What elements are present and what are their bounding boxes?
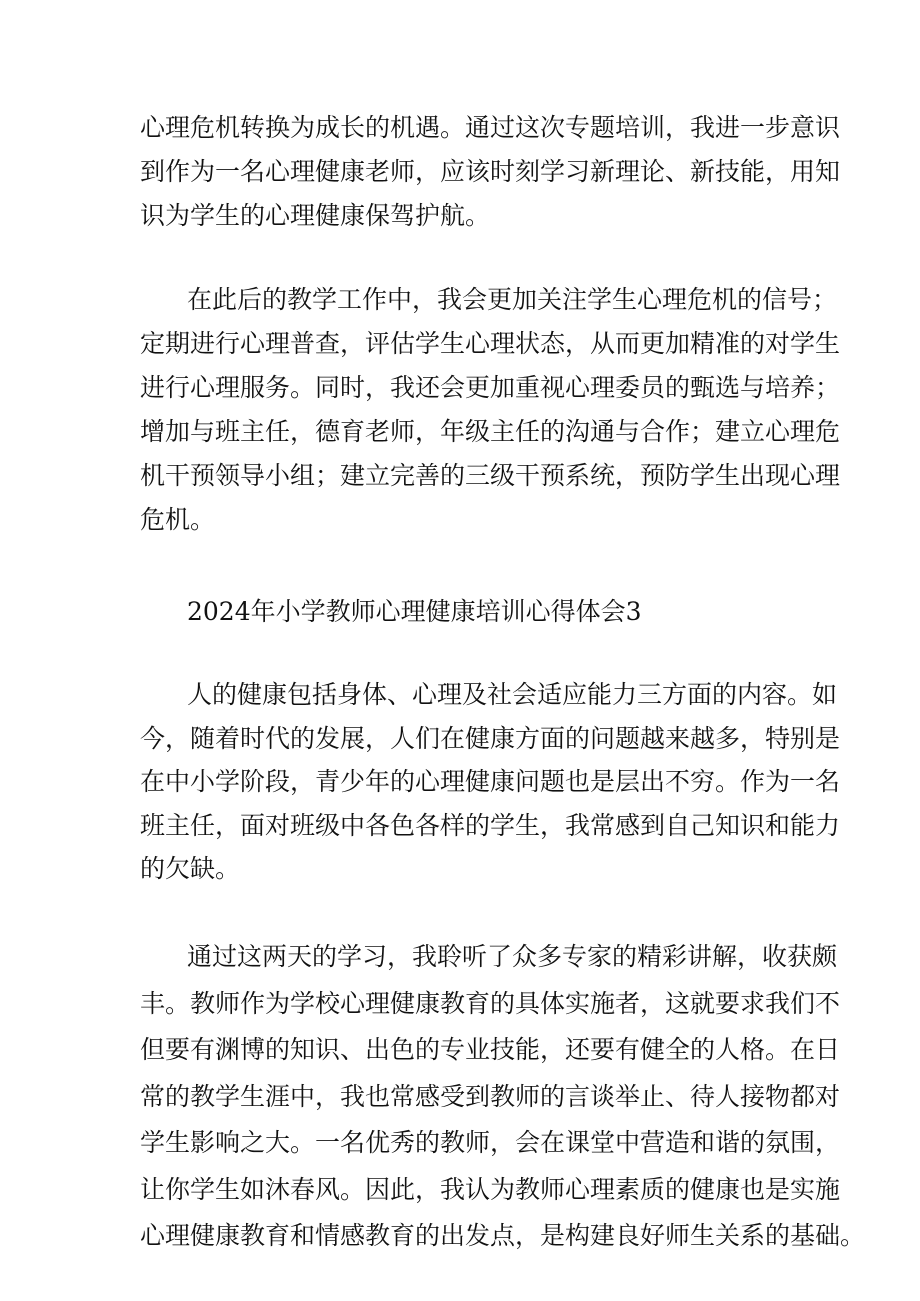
text-line: 心理危机转换为成长的机遇。通过这次专题培训，我进一步意识 — [140, 113, 841, 142]
paragraph-4 — [140, 934, 866, 1260]
text-line: 班主任，面对班级中各色各样的学生，我常感到自己知识和能力 — [140, 810, 841, 840]
paragraph-1 — [140, 106, 841, 238]
text-line: 心理健康教育和情感教育的出发点，是构建良好师生关系的基础。 — [140, 1221, 866, 1250]
text-line: 丰。教师作为学校心理健康教育的具体实施者，这就要求我们不 — [140, 988, 841, 1018]
text-line: 但要有渊博的知识、出色的专业技能，还要有健全的人格。在日 — [140, 1035, 841, 1064]
text-line: 在中小学阶段，青少年的心理健康问题也是层出不穷。作为一名 — [140, 767, 841, 796]
text-line: 到作为一名心理健康老师，应该时刻学习新理论、新技能，用知 — [140, 157, 841, 186]
section-heading: 2024年小学教师心理健康培训心得体会3 — [187, 597, 642, 626]
paragraph-3 — [140, 673, 841, 891]
text-line: 学生影响之大。一名优秀的教师，会在课堂中营造和谐的氛围， — [140, 1128, 841, 1157]
text-line: 人的健康包括身体、心理及社会适应能力三方面的内容。如 — [187, 680, 838, 709]
text-line: 定期进行心理普查，评估学生心理状态，从而更加精准的对学生 — [140, 329, 841, 358]
text-line: 增加与班主任，德育老师，年级主任的沟通与合作；建立心理危 — [140, 417, 841, 446]
text-line: 机干预领导小组；建立完善的三级干预系统，预防学生出现心理 — [140, 461, 841, 490]
text-line: 通过这两天的学习，我聆听了众多专家的精彩讲解，收获颇 — [187, 942, 838, 971]
text-line: 在此后的教学工作中，我会更加关注学生心理危机的信号； — [187, 285, 838, 314]
text-line: 常的教学生涯中，我也常感受到教师的言谈举止、待人接物都对 — [140, 1081, 841, 1111]
text-line: 进行心理服务。同时，我还会更加重视心理委员的甄选与培养； — [140, 373, 841, 402]
text-line: 的欠缺。 — [140, 854, 241, 883]
text-line: 危机。 — [140, 505, 216, 534]
text-line: 今，随着时代的发展，人们在健康方面的问题越来越多，特别是 — [140, 723, 841, 753]
text-line: 识为学生的心理健康保驾护航。 — [140, 201, 491, 230]
text-line: 让你学生如沐春风。因此，我认为教师心理素质的健康也是实施 — [140, 1174, 841, 1204]
paragraph-2 — [140, 278, 841, 542]
